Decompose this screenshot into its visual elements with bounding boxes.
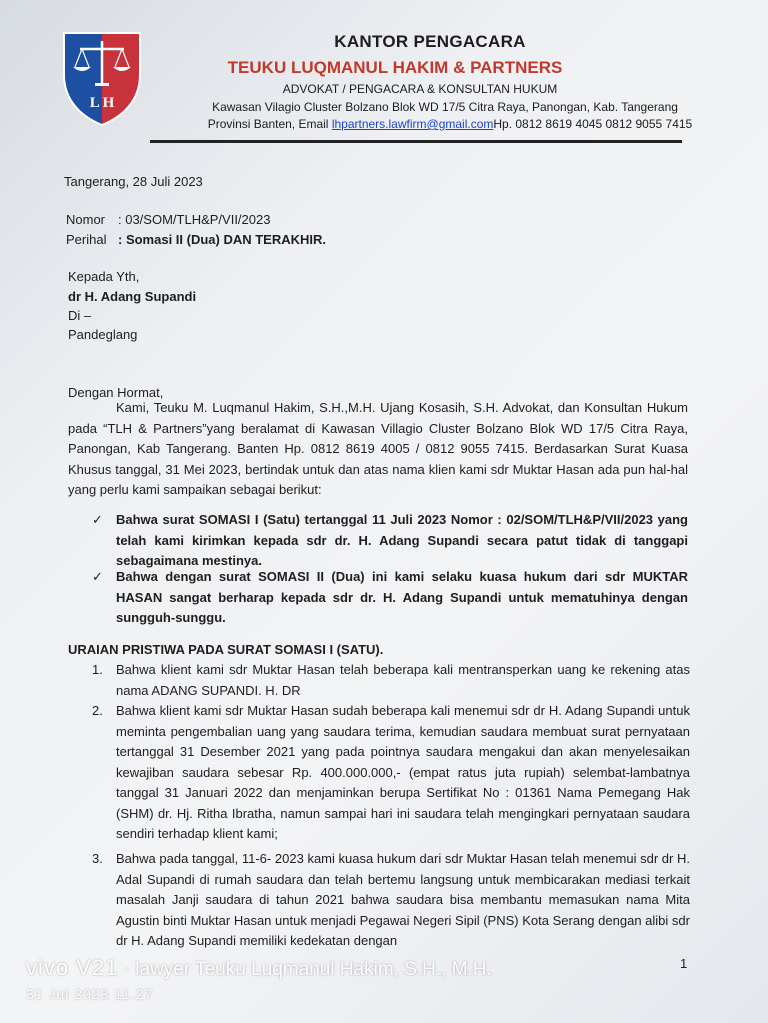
section-title: URAIAN PRISTIWA PADA SURAT SOMASI I (SATU).: [68, 642, 384, 657]
check-icon: ✓: [92, 569, 103, 584]
email-link[interactable]: lhpartners.lawfirm@gmail.com: [331, 117, 494, 131]
office-title: KANTOR PENGACARA: [334, 32, 526, 51]
nomor-label: Nomor: [66, 212, 106, 227]
perihal-value: : Somasi II (Dua) DAN TERAKHIR.: [118, 232, 327, 247]
salutation: Dengan Hormat,: [68, 385, 164, 400]
firm-subtitle: ADVOKAT / PENGACARA & KONSULTAN HUKUM: [282, 82, 558, 96]
nomor-value: : 03/SOM/TLH&P/VII/2023: [118, 212, 271, 227]
item-number-2: 2.: [92, 703, 103, 718]
item-number-1: 1.: [92, 662, 103, 677]
place-date: Tangerang, 28 Juli 2023: [64, 174, 203, 189]
logo-initials: L H: [89, 95, 115, 111]
watermark-brand: vivo V21: [26, 955, 119, 980]
item-text-1: Bahwa klient kami sdr Muktar Hasan telah beberapa kali mentransperkan uang ke rekening atas nama ADANG SUPANDI. H. DR: [116, 662, 690, 698]
watermark-caption: · lawyer Teuku Luqmanul Hakim, S.H., M.H.: [118, 959, 492, 980]
check-icon: ✓: [92, 512, 103, 527]
item-text-3: Bahwa pada tanggal, 11-6- 2023 kami kuasa hukum dari sdr Muktar Hasan telah menemui sdr dr H. Adal Supandi di rumah saudara dan telah bertemu langsung untuk membicarakan mediasi terkait masalah Janji saudara di tahun 2021 bahwa saudara bisa membantu memasukan nama Mita Agustin binti Muktar Hasan untuk menjadi Pegawai Negeri Sipil (PNS) Kota Serang dengan alibi sdr dr H. Adang Supandi memiliki kedekatan dengan: [116, 851, 690, 948]
page-number: 1: [680, 956, 688, 971]
recipient-city: Pandeglang: [68, 327, 138, 342]
contact-phone: Hp. 0812 8619 4045 0812 9055 7415: [493, 117, 693, 131]
firm-name: TEUKU LUQMANUL HAKIM & PARTNERS: [227, 58, 563, 77]
watermark-datetime: 31 Jul 2023 11.27: [26, 986, 154, 1002]
firm-address: Kawasan Vilagio Cluster Bolzano Blok WD 17/5 Citra Raya, Panongan, Kab. Tangerang: [212, 100, 678, 114]
firm-contact: [170, 117, 730, 131]
camera-watermark: [26, 955, 492, 981]
letterhead: [150, 32, 730, 131]
item-text-2: Bahwa klient kami sdr Muktar Hasan sudah beberapa kali menemui sdr dr H. Adang Supandi untuk meminta pengembalian uang yang saudara terima, kemudian saudara membuat surat pernyataan tertanggal 31 Desember 2021 yang pada pointnya saudara mengakui dan akan menyelesaikan kewajiban saudara sebesar Rp. 400.000.000,- (empat ratus juta rupiah) selembat-lambatnya tanggal 31 Januari 2022 dan menjaminkan berupa Sertifikat No : 01361 Nama Pemegang Hak (SHM) dr. Hj. Ritha Ibratha, namun sampai hari ini saudara telah mengingkari pernyataan saudara sendiri terhadap klient kami;: [116, 703, 690, 841]
bullet-1: Bahwa surat SOMASI I (Satu) tertanggal 11 Juli 2023 Nomor : 02/SOM/TLH&P/VII/2023 yang telah kami kirimkan kepada sdr dr. H. Adang Supandi secara patut tidak di tanggapi sebagaimana mestinya.: [116, 512, 688, 568]
item-number-3: 3.: [92, 851, 103, 866]
intro-paragraph: Kami, Teuku M. Luqmanul Hakim, S.H.,M.H. Ujang Kosasih, S.H. Advokat, dan Konsultan Hukum pada “TLH & Partners”yang beralamat di Kawasan Villagio Cluster Bolzano Blok WD 17/5 Citra Raya, Panongan, Kab Tangerang. Banten Hp. 0812 8619 4005 / 0812 9055 7415. Berdasarkan Surat Kuasa Khusus tanggal, 31 Mei 2023, bertindak untuk dan atas nama klien kami sdr Muktar Hasan ada pun hal-hal yang perlu kami sampaikan sebagai berikut:: [68, 400, 688, 497]
bullet-2: Bahwa dengan surat SOMASI II (Dua) ini kami selaku kuasa hukum dari sdr MUKTAR HASAN sangat berharap kepada sdr dr. H. Adang Supandi untuk mematuhinya dengan sungguh-sunggu.: [116, 569, 688, 625]
recipient-name: dr H. Adang Supandi: [68, 289, 197, 304]
recipient-di: Di –: [68, 308, 92, 323]
recipient-greeting: Kepada Yth,: [68, 269, 140, 284]
letterhead-divider: [150, 140, 682, 143]
perihal-label: Perihal: [66, 232, 107, 247]
contact-prefix: Provinsi Banten, Email: [207, 117, 332, 131]
